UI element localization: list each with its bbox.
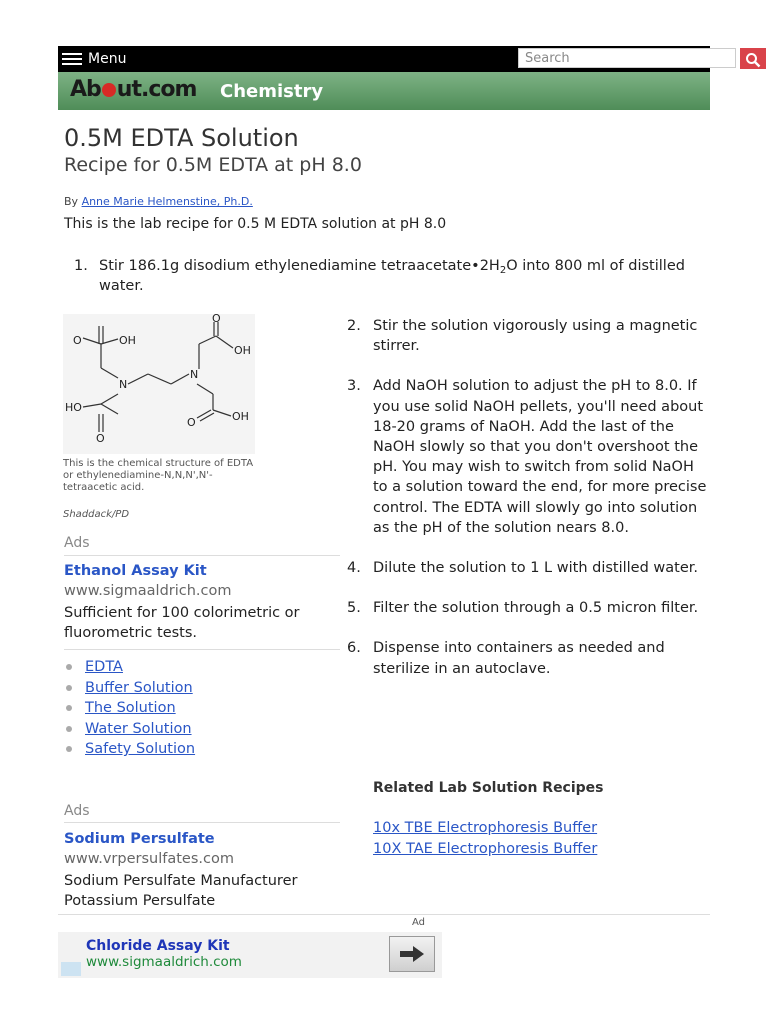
atom-label: O	[73, 334, 82, 347]
brand-bar	[58, 72, 710, 110]
ad-label: Ad	[412, 917, 426, 928]
ad-title-link[interactable]: Ethanol Assay Kit	[64, 563, 207, 579]
related-link-water-solution[interactable]: Water Solution	[85, 720, 192, 737]
divider	[64, 649, 340, 650]
menu-button[interactable]	[62, 46, 126, 72]
step-item: 2. Stir the solution vigorously using a magnetic stirrer.	[347, 318, 698, 355]
step-item: 5. Filter the solution through a 0.5 micron filter.	[347, 600, 699, 617]
atom-label: N	[190, 368, 199, 381]
step-text: Stir 186.1g disodium ethylenediamine $tetraacetate•2H_2O$ into 800 ml of distilled water.	[99, 258, 685, 294]
banner-arrow-button[interactable]	[389, 936, 435, 972]
ad-description: Sodium Persulfate Manufacturer Potassium Persulfate	[64, 873, 298, 909]
ads-label: Ads	[64, 803, 90, 819]
atom-label: HO	[65, 401, 82, 414]
related-link-edta[interactable]: EDTA	[85, 659, 123, 676]
top-bar	[58, 46, 710, 72]
adchoices-icon[interactable]	[61, 962, 81, 976]
atom-label: OH	[232, 410, 249, 423]
atom-label: OH	[119, 334, 136, 347]
step-item: 6. Dispense into containers as needed and sterilize in an autoclave.	[347, 640, 665, 677]
step-number: 1.	[74, 258, 88, 274]
bullet-icon	[66, 746, 72, 752]
hamburger-icon	[62, 52, 82, 66]
step-item: 3. Add NaOH solution to adjust the pH to 8.0. If you use solid NaOH pellets, you'll need about 18-20 grams of NaOH. Add the last of the NaOH slowly so that you don't overshoot the pH. You may wish to switch from solid NaOH to a solution toward the end, for more precise control. The EDTA will slowly go into solution as the pH of the solution nears 8.0.	[347, 378, 707, 536]
recipe-steps	[347, 316, 707, 679]
atom-label: O	[96, 432, 105, 445]
ad-url[interactable]: www.vrpersulfates.com	[64, 851, 234, 867]
atom-label: O	[187, 416, 196, 429]
figure-credit: Shaddack/PD	[63, 509, 130, 520]
ad-url[interactable]: www.sigmaaldrich.com	[64, 583, 232, 599]
list-item	[66, 698, 195, 719]
ad-description: Sufficient for 100 colorimetric or fluorometric tests.	[64, 605, 300, 641]
bottom-ad-banner[interactable]	[58, 932, 442, 978]
divider	[64, 555, 340, 556]
author-link[interactable]: Anne Marie Helmenstine, Ph.D.	[81, 195, 253, 208]
atom-label: O	[212, 314, 221, 325]
arrow-right-icon	[400, 946, 424, 962]
ad-title-link[interactable]: Sodium Persulfate	[64, 831, 215, 847]
search-input[interactable]	[518, 48, 736, 68]
byline: By Anne Marie Helmenstine, Ph.D.	[64, 195, 253, 208]
banner-ad-url[interactable]: www.sigmaaldrich.com	[86, 954, 242, 970]
edta-structure-image	[63, 314, 255, 454]
step-item: 4. Dilute the solution to 1 L with distilled water.	[347, 560, 699, 577]
atom-label: OH	[234, 344, 251, 357]
bullet-icon	[66, 664, 72, 670]
related-links-list	[66, 657, 195, 760]
related-link-buffer-solution[interactable]: Buffer Solution	[85, 679, 193, 696]
list-item	[66, 657, 195, 678]
list-item	[66, 678, 195, 699]
site-logo[interactable]: Ab ut.com	[70, 77, 197, 102]
divider	[58, 914, 710, 915]
bullet-icon	[66, 726, 72, 732]
related-recipe-link-tbe[interactable]: 10x TBE Electrophoresis Buffer	[373, 820, 598, 836]
search-icon	[745, 52, 761, 68]
divider	[64, 822, 340, 823]
related-recipe-link-tae[interactable]: 10X TAE Electrophoresis Buffer	[373, 841, 598, 857]
section-name[interactable]: Chemistry	[220, 81, 324, 102]
atom-label: N	[119, 378, 128, 391]
logo-dot-icon	[102, 83, 116, 97]
related-link-safety-solution[interactable]: Safety Solution	[85, 741, 196, 758]
page-subtitle: Recipe for 0.5M EDTA at pH 8.0	[64, 154, 362, 176]
menu-label: Menu	[88, 51, 127, 67]
intro-text: This is the lab recipe for 0.5 M EDTA solution at pH 8.0	[64, 216, 447, 232]
related-link-the-solution[interactable]: The Solution	[85, 700, 176, 717]
figure-caption: This is the chemical structure of EDTA or ethylenediamine-N,N,N',N'-tetraacetic acid.	[63, 458, 254, 493]
bullet-icon	[66, 685, 72, 691]
list-item	[66, 719, 195, 740]
bullet-icon	[66, 705, 72, 711]
ads-label: Ads	[64, 535, 90, 551]
list-item	[66, 739, 195, 760]
page-title: 0.5M EDTA Solution	[64, 124, 299, 152]
banner-ad-title[interactable]: Chloride Assay Kit	[86, 938, 230, 954]
related-recipes-heading: Related Lab Solution Recipes	[373, 780, 604, 796]
search-button[interactable]	[740, 48, 766, 69]
